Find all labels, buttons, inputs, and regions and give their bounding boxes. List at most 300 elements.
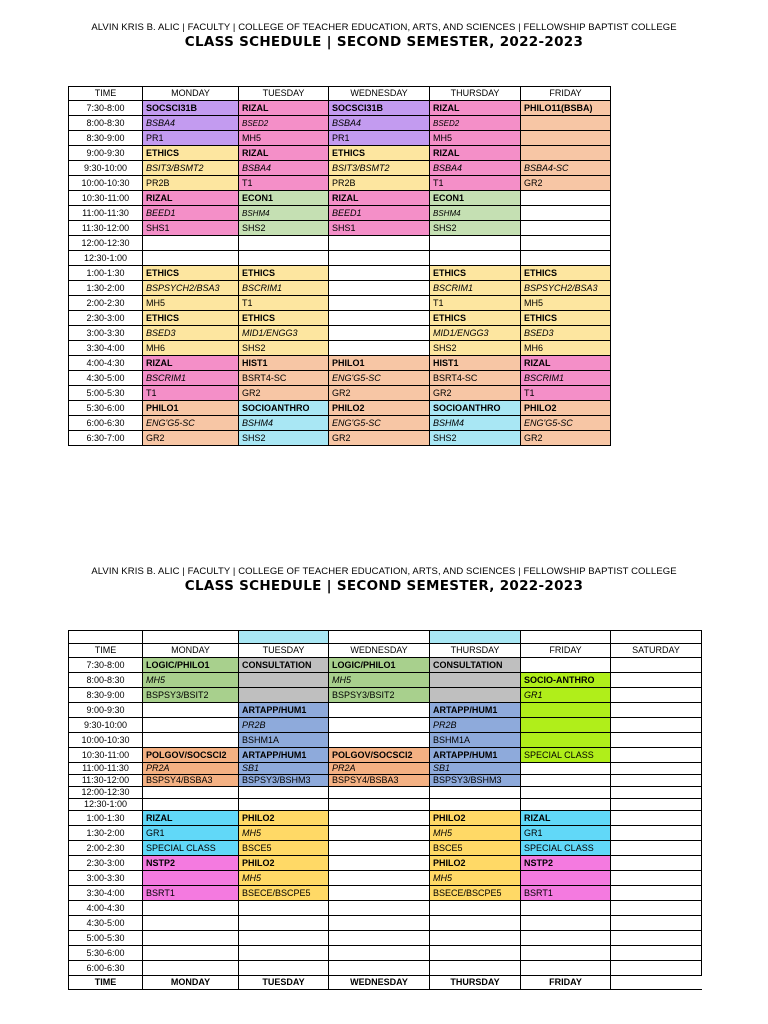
class-cell: BSED3 xyxy=(143,326,239,341)
table-row xyxy=(69,871,702,886)
time-slot: 8:00-8:30 xyxy=(69,116,143,131)
class-cell: RIZAL xyxy=(239,146,329,161)
class-cell xyxy=(430,673,521,688)
class-cell xyxy=(329,281,430,296)
time-slot: 2:00-2:30 xyxy=(69,841,143,856)
class-cell xyxy=(611,886,702,901)
class-cell: RIZAL xyxy=(521,356,611,371)
class-cell: PHILO2 xyxy=(329,401,430,416)
class-cell: T1 xyxy=(430,296,521,311)
class-cell: BSHM4 xyxy=(239,206,329,221)
time-slot: 4:00-4:30 xyxy=(69,356,143,371)
class-cell xyxy=(521,718,611,733)
class-cell: BSCE5 xyxy=(239,841,329,856)
class-cell xyxy=(611,763,702,775)
class-cell xyxy=(521,901,611,916)
footer-blank xyxy=(611,976,702,990)
class-cell xyxy=(430,916,521,931)
table-row xyxy=(69,266,611,281)
class-cell: BSPSYCH2/BSA3 xyxy=(521,281,611,296)
day-header-time: TIME xyxy=(69,87,143,101)
class-cell: GR1 xyxy=(521,688,611,703)
class-cell: LOGIC/PHILO1 xyxy=(329,658,430,673)
class-cell: MH5 xyxy=(143,673,239,688)
class-cell xyxy=(329,311,430,326)
class-cell xyxy=(521,916,611,931)
footer-row xyxy=(69,976,702,990)
class-cell: PHILO1 xyxy=(329,356,430,371)
table-row xyxy=(69,703,702,718)
class-cell: BSPSY3/BSHM3 xyxy=(239,775,329,787)
class-cell xyxy=(143,931,239,946)
class-cell: GR1 xyxy=(521,826,611,841)
class-cell xyxy=(521,221,611,236)
time-slot: 8:30-9:00 xyxy=(69,688,143,703)
class-cell xyxy=(430,688,521,703)
class-cell xyxy=(430,961,521,976)
class-cell: BSCE5 xyxy=(430,841,521,856)
class-cell: MH5 xyxy=(430,826,521,841)
day-header-thursday: THURSDAY xyxy=(430,644,521,658)
class-cell xyxy=(611,748,702,763)
table-row xyxy=(69,371,611,386)
class-cell: MH6 xyxy=(521,341,611,356)
class-cell xyxy=(143,901,239,916)
header-row xyxy=(69,644,702,658)
class-cell: BSPSY3/BSIT2 xyxy=(143,688,239,703)
time-slot: 3:00-3:30 xyxy=(69,326,143,341)
class-cell xyxy=(521,763,611,775)
class-cell: BSBA4 xyxy=(239,161,329,176)
table-row xyxy=(69,431,611,446)
class-cell: ETHICS xyxy=(329,146,430,161)
class-cell xyxy=(521,787,611,799)
class-cell: ARTAPP/HUM1 xyxy=(239,748,329,763)
class-cell: SOCSCI31B xyxy=(143,101,239,116)
class-cell xyxy=(143,718,239,733)
class-cell: PHILO2 xyxy=(239,811,329,826)
class-cell: PHILO2 xyxy=(430,811,521,826)
time-slot: 4:30-5:00 xyxy=(69,371,143,386)
table-row xyxy=(69,191,611,206)
class-cell xyxy=(239,251,329,266)
class-cell: ETHICS xyxy=(143,311,239,326)
time-slot: 11:00-11:30 xyxy=(69,206,143,221)
class-cell: ECON1 xyxy=(239,191,329,206)
class-cell: BSED2 xyxy=(239,116,329,131)
time-slot: 3:30-4:00 xyxy=(69,341,143,356)
class-cell xyxy=(521,775,611,787)
class-cell xyxy=(239,799,329,811)
day-header-thursday: THURSDAY xyxy=(430,87,521,101)
class-cell: BSRT4-SC xyxy=(430,371,521,386)
class-cell: SHS1 xyxy=(329,221,430,236)
class-cell: BSHM1A xyxy=(430,733,521,748)
class-cell xyxy=(239,931,329,946)
time-slot: 3:00-3:30 xyxy=(69,871,143,886)
table-row xyxy=(69,658,702,673)
class-cell: BEED1 xyxy=(143,206,239,221)
class-cell: PHILO2 xyxy=(521,401,611,416)
class-cell xyxy=(329,266,430,281)
table-row xyxy=(69,131,611,146)
schedule-table-1 xyxy=(68,86,611,446)
class-cell: ETHICS xyxy=(521,266,611,281)
time-slot: 6:00-6:30 xyxy=(69,961,143,976)
class-cell: CONSULTATION xyxy=(430,658,521,673)
class-cell: ENG'G5-SC xyxy=(329,416,430,431)
time-slot: 5:00-5:30 xyxy=(69,386,143,401)
class-cell xyxy=(430,787,521,799)
schedule-title: CLASS SCHEDULE | SECOND SEMESTER, 2022-2023 xyxy=(184,34,584,50)
table-row xyxy=(69,356,611,371)
class-cell: PHILO11(BSBA) xyxy=(521,101,611,116)
class-cell: RIZAL xyxy=(329,191,430,206)
band-cell xyxy=(611,631,702,644)
class-cell xyxy=(611,841,702,856)
day-footer-wednesday: WEDNESDAY xyxy=(329,976,430,990)
band-cell xyxy=(329,631,430,644)
table-row xyxy=(69,221,611,236)
table-row xyxy=(69,281,611,296)
class-cell: POLGOV/SOCSCI2 xyxy=(143,748,239,763)
time-slot: 7:30-8:00 xyxy=(69,101,143,116)
time-slot: 12:30-1:00 xyxy=(69,251,143,266)
class-cell: ETHICS xyxy=(143,146,239,161)
class-cell xyxy=(143,799,239,811)
class-cell: GR2 xyxy=(329,386,430,401)
class-cell xyxy=(430,931,521,946)
class-cell xyxy=(611,871,702,886)
class-cell xyxy=(521,703,611,718)
time-slot: 11:30-12:00 xyxy=(69,775,143,787)
class-cell xyxy=(329,326,430,341)
class-cell: SPECIAL CLASS xyxy=(521,841,611,856)
class-cell xyxy=(239,901,329,916)
class-cell: GR2 xyxy=(521,176,611,191)
class-cell xyxy=(329,856,430,871)
class-cell: PHILO1 xyxy=(143,401,239,416)
class-cell xyxy=(329,916,430,931)
schedule-title: CLASS SCHEDULE | SECOND SEMESTER, 2022-2023 xyxy=(184,578,584,594)
class-cell xyxy=(521,131,611,146)
class-cell xyxy=(611,856,702,871)
class-cell: BSBA4-SC xyxy=(521,161,611,176)
class-cell xyxy=(329,931,430,946)
day-header-wednesday: WEDNESDAY xyxy=(329,87,430,101)
band-cell xyxy=(69,631,143,644)
class-cell: BSPSY3/BSIT2 xyxy=(329,688,430,703)
class-cell xyxy=(521,236,611,251)
class-cell: BSHM4 xyxy=(430,416,521,431)
class-cell: T1 xyxy=(239,176,329,191)
class-cell xyxy=(611,961,702,976)
class-cell: BSRT1 xyxy=(521,886,611,901)
day-footer-monday: MONDAY xyxy=(143,976,239,990)
class-cell: SHS2 xyxy=(430,341,521,356)
class-cell xyxy=(611,799,702,811)
class-cell: SOCIO-ANTHRO xyxy=(521,673,611,688)
class-cell: ETHICS xyxy=(430,311,521,326)
class-cell: BSECE/BSCPE5 xyxy=(430,886,521,901)
class-cell xyxy=(611,703,702,718)
class-cell: SPECIAL CLASS xyxy=(143,841,239,856)
class-cell: SOCIOANTHRO xyxy=(430,401,521,416)
class-cell: MH5 xyxy=(239,826,329,841)
class-cell xyxy=(329,871,430,886)
class-cell: BSRT4-SC xyxy=(239,371,329,386)
table-row xyxy=(69,718,702,733)
class-cell xyxy=(521,946,611,961)
class-cell xyxy=(611,787,702,799)
class-cell xyxy=(329,236,430,251)
class-cell: BSIT3/BSMT2 xyxy=(143,161,239,176)
day-footer-thursday: THURSDAY xyxy=(430,976,521,990)
class-cell xyxy=(611,658,702,673)
class-cell: MID1/ENGG3 xyxy=(239,326,329,341)
class-cell: ENG'G5-SC xyxy=(521,416,611,431)
time-slot: 4:30-5:00 xyxy=(69,916,143,931)
class-cell: T1 xyxy=(521,386,611,401)
class-cell xyxy=(239,946,329,961)
class-cell xyxy=(329,787,430,799)
day-header-saturday: SATURDAY xyxy=(611,644,702,658)
class-cell xyxy=(329,296,430,311)
table-row xyxy=(69,811,702,826)
class-cell: GR1 xyxy=(143,826,239,841)
time-slot: 1:30-2:00 xyxy=(69,826,143,841)
class-cell xyxy=(521,961,611,976)
table-row xyxy=(69,401,611,416)
time-slot: 2:00-2:30 xyxy=(69,296,143,311)
class-cell xyxy=(521,116,611,131)
table-row xyxy=(69,799,702,811)
class-cell xyxy=(521,733,611,748)
class-cell: BSCRIM1 xyxy=(430,281,521,296)
class-cell xyxy=(143,733,239,748)
time-slot: 8:30-9:00 xyxy=(69,131,143,146)
class-cell xyxy=(143,787,239,799)
class-cell: MH5 xyxy=(329,673,430,688)
class-cell xyxy=(430,236,521,251)
time-slot: 9:30-10:00 xyxy=(69,718,143,733)
class-cell xyxy=(430,251,521,266)
class-cell: RIZAL xyxy=(143,191,239,206)
class-cell xyxy=(143,961,239,976)
time-slot: 7:30-8:00 xyxy=(69,658,143,673)
class-cell xyxy=(611,688,702,703)
class-cell xyxy=(430,901,521,916)
schedule-1-header xyxy=(0,22,768,50)
class-cell: ETHICS xyxy=(521,311,611,326)
band-cell xyxy=(143,631,239,644)
class-cell: PHILO2 xyxy=(430,856,521,871)
class-cell: ECON1 xyxy=(430,191,521,206)
table-row xyxy=(69,826,702,841)
class-cell: BSBA4 xyxy=(430,161,521,176)
class-cell: SOCSCI31B xyxy=(329,101,430,116)
class-cell: T1 xyxy=(143,386,239,401)
class-cell xyxy=(329,733,430,748)
table-row xyxy=(69,946,702,961)
class-cell xyxy=(329,841,430,856)
time-slot: 1:30-2:00 xyxy=(69,281,143,296)
class-cell xyxy=(143,946,239,961)
class-cell: PR2B xyxy=(430,718,521,733)
class-cell xyxy=(521,191,611,206)
class-cell: ETHICS xyxy=(430,266,521,281)
class-cell: HIST1 xyxy=(430,356,521,371)
class-cell: PR2A xyxy=(329,763,430,775)
class-cell xyxy=(329,251,430,266)
class-cell xyxy=(611,673,702,688)
class-cell xyxy=(611,826,702,841)
time-slot: 9:00-9:30 xyxy=(69,146,143,161)
class-cell xyxy=(611,916,702,931)
class-cell: SB1 xyxy=(430,763,521,775)
class-cell: PR2B xyxy=(239,718,329,733)
class-cell xyxy=(239,787,329,799)
class-cell xyxy=(521,658,611,673)
class-cell: PHILO2 xyxy=(239,856,329,871)
class-cell xyxy=(143,236,239,251)
table-row xyxy=(69,341,611,356)
schedule-table-2 xyxy=(68,630,702,990)
time-slot: 4:00-4:30 xyxy=(69,901,143,916)
class-cell: BSHM4 xyxy=(239,416,329,431)
class-cell xyxy=(611,718,702,733)
class-cell xyxy=(329,703,430,718)
table-row xyxy=(69,206,611,221)
class-cell: RIZAL xyxy=(143,811,239,826)
class-cell xyxy=(329,811,430,826)
table-row xyxy=(69,856,702,871)
class-cell: BSED3 xyxy=(521,326,611,341)
table-row xyxy=(69,901,702,916)
class-cell xyxy=(521,206,611,221)
day-header-monday: MONDAY xyxy=(143,644,239,658)
table-row xyxy=(69,841,702,856)
class-cell: CONSULTATION xyxy=(239,658,329,673)
header-row xyxy=(69,87,611,101)
class-cell: PR2B xyxy=(143,176,239,191)
class-cell: BSIT3/BSMT2 xyxy=(329,161,430,176)
class-cell: PR2A xyxy=(143,763,239,775)
time-slot: 10:30-11:00 xyxy=(69,191,143,206)
class-cell: BSHM4 xyxy=(430,206,521,221)
class-cell xyxy=(329,341,430,356)
class-cell: PR1 xyxy=(329,131,430,146)
day-header-tuesday: TUESDAY xyxy=(239,644,329,658)
table-row xyxy=(69,146,611,161)
class-cell xyxy=(329,826,430,841)
day-header-time: TIME xyxy=(69,644,143,658)
band-cell xyxy=(521,631,611,644)
table-row xyxy=(69,116,611,131)
class-cell: MH5 xyxy=(239,131,329,146)
table-row xyxy=(69,236,611,251)
time-slot: 5:30-6:00 xyxy=(69,946,143,961)
class-cell: MH6 xyxy=(143,341,239,356)
time-slot: 10:30-11:00 xyxy=(69,748,143,763)
time-slot: 6:00-6:30 xyxy=(69,416,143,431)
class-cell xyxy=(430,799,521,811)
day-footer-friday: FRIDAY xyxy=(521,976,611,990)
class-cell: SHS2 xyxy=(430,431,521,446)
table-row xyxy=(69,775,702,787)
class-cell xyxy=(611,946,702,961)
class-cell: SPECIAL CLASS xyxy=(521,748,611,763)
faculty-subtitle: ALVIN KRIS B. ALIC | FACULTY | COLLEGE OF TEACHER EDUCATION, ARTS, AND SCIENCES | FELLOWSHIP BAPTIST COLLEGE xyxy=(91,566,677,577)
class-cell: ARTAPP/HUM1 xyxy=(430,703,521,718)
day-header-wednesday: WEDNESDAY xyxy=(329,644,430,658)
time-slot: 3:30-4:00 xyxy=(69,886,143,901)
class-cell: RIZAL xyxy=(430,101,521,116)
time-slot: 11:30-12:00 xyxy=(69,221,143,236)
table-row xyxy=(69,311,611,326)
table-row xyxy=(69,931,702,946)
time-slot: 5:00-5:30 xyxy=(69,931,143,946)
table-row xyxy=(69,763,702,775)
class-cell xyxy=(611,811,702,826)
class-cell: MID1/ENGG3 xyxy=(430,326,521,341)
class-cell xyxy=(329,799,430,811)
day-footer-time: TIME xyxy=(69,976,143,990)
table-row xyxy=(69,176,611,191)
class-cell: BEED1 xyxy=(329,206,430,221)
class-cell: NSTP2 xyxy=(143,856,239,871)
class-cell xyxy=(239,236,329,251)
class-cell: SOCIOANTHRO xyxy=(239,401,329,416)
class-cell: SHS2 xyxy=(239,341,329,356)
class-cell: BSPSY4/BSBA3 xyxy=(329,775,430,787)
class-cell: ARTAPP/HUM1 xyxy=(430,748,521,763)
class-cell: MH5 xyxy=(239,871,329,886)
class-cell: T1 xyxy=(239,296,329,311)
class-cell: ETHICS xyxy=(143,266,239,281)
class-cell xyxy=(239,673,329,688)
time-slot: 11:00-11:30 xyxy=(69,763,143,775)
class-cell xyxy=(611,775,702,787)
class-cell xyxy=(521,931,611,946)
class-cell: GR2 xyxy=(239,386,329,401)
class-cell xyxy=(521,799,611,811)
class-cell xyxy=(143,916,239,931)
class-cell: SB1 xyxy=(239,763,329,775)
faculty-subtitle: ALVIN KRIS B. ALIC | FACULTY | COLLEGE OF TEACHER EDUCATION, ARTS, AND SCIENCES | FELLOWSHIP BAPTIST COLLEGE xyxy=(91,22,677,33)
class-cell: BSBA4 xyxy=(143,116,239,131)
class-cell: LOGIC/PHILO1 xyxy=(143,658,239,673)
time-slot: 2:30-3:00 xyxy=(69,311,143,326)
class-cell xyxy=(239,961,329,976)
class-cell: GR2 xyxy=(521,431,611,446)
table-row xyxy=(69,326,611,341)
time-slot: 5:30-6:00 xyxy=(69,401,143,416)
band-cell xyxy=(239,631,329,644)
class-cell: BSECE/BSCPE5 xyxy=(239,886,329,901)
table-row xyxy=(69,161,611,176)
class-cell xyxy=(611,901,702,916)
class-cell: GR2 xyxy=(143,431,239,446)
class-cell: RIZAL xyxy=(430,146,521,161)
time-slot: 2:30-3:00 xyxy=(69,856,143,871)
class-cell: MH5 xyxy=(521,296,611,311)
class-cell xyxy=(329,961,430,976)
time-slot: 8:00-8:30 xyxy=(69,673,143,688)
class-cell: MH5 xyxy=(143,296,239,311)
class-cell: ETHICS xyxy=(239,311,329,326)
table-row xyxy=(69,251,611,266)
